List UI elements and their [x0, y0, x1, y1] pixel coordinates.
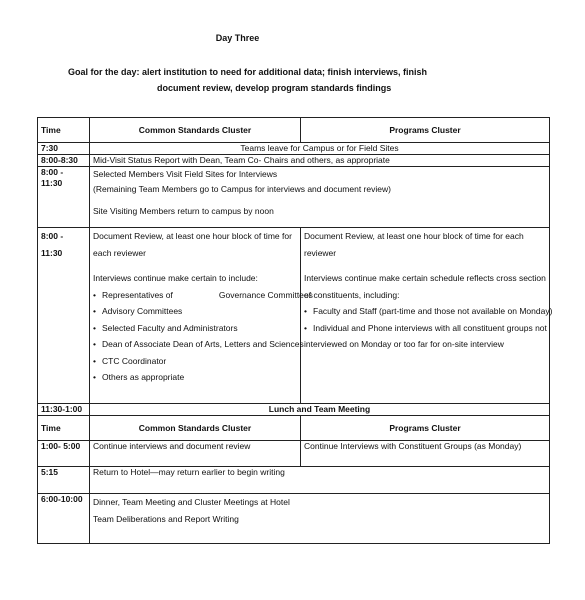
row-line: Site Visiting Members return to campus by noon	[93, 206, 274, 216]
header-standards: Common Standards Cluster	[90, 118, 301, 143]
row-time: 11:30-1:00	[38, 404, 90, 416]
standards-cell	[90, 228, 313, 404]
row-line: Selected Members Visit Field Sites for Interviews	[93, 169, 278, 179]
header-time: Time	[38, 416, 90, 441]
table-row	[38, 441, 550, 467]
header-time: Time	[38, 118, 90, 143]
list-item: • Selected Faculty and Administrators	[93, 320, 297, 337]
cell-line: of constituents, including:	[304, 289, 400, 300]
row-time	[38, 228, 90, 404]
row-time-start: 8:00 -	[41, 231, 64, 241]
list-item: • CTC Coordinator	[93, 353, 297, 370]
programs-cell	[301, 228, 553, 404]
header-programs: Programs Cluster	[301, 118, 550, 143]
row-time: 5:15	[38, 467, 90, 494]
list-item: • Dean of Associate Dean of Arts, Letters and Sciences	[93, 336, 297, 353]
list-item: • Others as appropriate	[93, 369, 297, 386]
page-title: Day Three	[215, 33, 260, 43]
cell-line: Document Review, at least one hour block of time for	[93, 231, 292, 241]
cell-line: each reviewer	[93, 247, 146, 258]
row-text: Mid-Visit Status Report with Dean, Team Co- Chairs and others, as appropriate	[90, 155, 550, 167]
header-programs: Programs Cluster	[301, 416, 550, 441]
table-header-row	[38, 118, 550, 143]
standards-bullet-list	[93, 287, 313, 386]
table-row	[38, 155, 550, 167]
row-time: 8:00-8:30	[38, 155, 90, 167]
goal-line-1: Goal for the day: alert institution to need for additional data; finish interviews, finish	[68, 67, 428, 77]
cell-line: Interviews continue make certain schedule reflects cross section	[304, 273, 546, 283]
row-time: 8:00 - 11:30	[38, 167, 90, 228]
table-header-row	[38, 416, 550, 441]
header-standards: Common Standards Cluster	[90, 416, 301, 441]
row-text: Lunch and Team Meeting	[90, 404, 550, 416]
standards-cell: Continue interviews and document review	[90, 441, 301, 467]
cell-line: interviewed on Monday or too far for on-site interview	[304, 339, 504, 349]
table-row	[38, 143, 550, 155]
row-line: Dinner, Team Meeting and Cluster Meetings at Hotel	[93, 497, 290, 507]
cell-line: Interviews continue make certain to include:	[93, 273, 258, 283]
schedule-table	[37, 117, 553, 544]
cell-line: reviewer	[304, 247, 337, 258]
row-text: Teams leave for Campus or for Field Sites	[90, 143, 550, 155]
row-text	[90, 167, 550, 228]
programs-cell: Continue Interviews with Constituent Groups (as Monday)	[301, 441, 550, 467]
cell-line: Document Review, at least one hour block of time for each	[304, 231, 524, 241]
row-line: (Remaining Team Members go to Campus for interviews and document review)	[93, 184, 391, 194]
row-text	[90, 494, 550, 544]
row-text: Return to Hotel—may return earlier to begin writing	[90, 467, 550, 494]
table-row	[38, 167, 550, 228]
row-time-end: 11:30	[41, 247, 63, 258]
goal-line-2: document review, develop program standards findings	[157, 83, 392, 93]
row-line: Team Deliberations and Report Writing	[93, 513, 239, 524]
programs-bullet-list	[304, 303, 553, 336]
list-item: • Advisory Committees	[93, 303, 297, 320]
list-item: • Individual and Phone interviews with all constituent groups not	[304, 320, 546, 337]
table-row	[38, 228, 550, 404]
table-row	[38, 404, 550, 416]
table-row	[38, 494, 550, 544]
row-time: 6:00-10:00	[38, 494, 90, 544]
list-item: • Representatives of Governance Committees	[93, 287, 297, 304]
row-time: 7:30	[38, 143, 90, 155]
list-item: • Faculty and Staff (part-time and those not available on Monday)	[304, 303, 546, 320]
row-time: 1:00- 5:00	[38, 441, 90, 467]
table-row	[38, 467, 550, 494]
